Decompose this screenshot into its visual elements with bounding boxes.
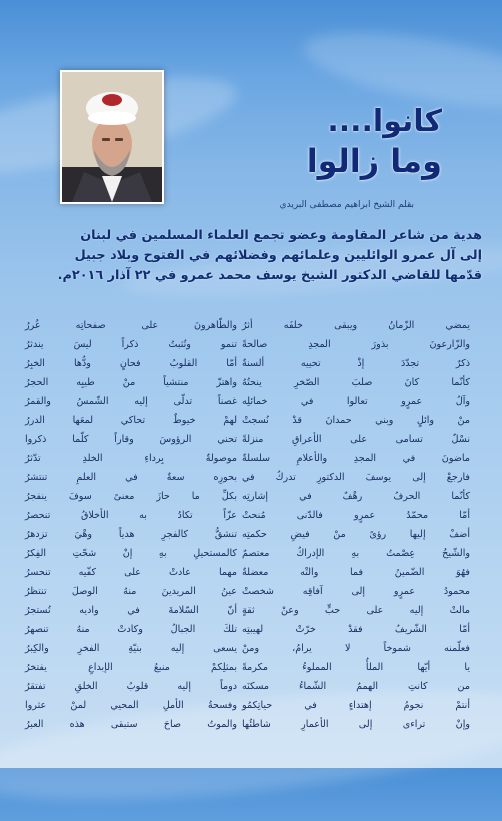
verse-line: فعلّمنه شموخاً لا يرامُ، ومنْ: [242, 643, 470, 654]
verse-line: كأنّما الحرفُ رهْفٌ في إشارتِه: [242, 491, 470, 502]
verse-line: بمثلِكمْ منبعُ الإبداعِ يفتخرُ: [25, 662, 237, 673]
verse-line: عينُ المريدينَ منهُ الوصلَ تنتظرُ: [25, 586, 237, 597]
verse-line: محمودُ عمرٍو إلى آفاقِه شخصتْ: [242, 586, 470, 597]
verse-line: مهما عادتْ على كفّيه تنحسرُ: [25, 567, 237, 578]
verse-line: وفسحةُ الأملِ المحيي لمنْ عثروا: [25, 700, 237, 711]
verse-line: بكلِّ ما حازَ معنىً سوفَ ينفجرُ: [25, 491, 237, 502]
verse-line: والزّارعونَ بذورَ المجدِ صالحةً: [242, 339, 470, 350]
verse-line: غصناً تدلّى إليه الشّمسُ والقمرُ: [25, 396, 237, 407]
verse-line: فارجعْ إلى يوسفَ الدكتورِ تدركُ في: [242, 472, 470, 483]
verse-line: كالمستحيلِ بهِ إنْ شحّتِ الفِكرُ: [25, 548, 237, 559]
verse-line: نسْلٌ تسامى على الأعراقِ منزلةً: [242, 434, 470, 445]
dedication-line: قدّمها للقاضي الدكتور الشيخ يوسف محمد عمرو في ٢٢ آذار ٢٠١٦م.: [57, 268, 482, 283]
verse-line: وإنْ تراءى إلى الأعمارِ شاطئُها: [242, 719, 470, 730]
verse-line: كأنّما كانَ صلبَ الصّخرِ ينحتُهُ: [242, 377, 470, 388]
verse-line: عزّاً تكادُ به الأخلاقُ تنحصرُ: [25, 510, 237, 521]
author-byline: بقلم الشيخ ابراهيم مصطفى البريدي: [279, 200, 414, 210]
verse-line: يا أيّها الملأُ المملوءُ مكرمةً: [242, 662, 470, 673]
poem-first-hemistichs: [242, 316, 470, 734]
verse-line: موصولةٌ بِرداءِ الخلدِ تدّثرُ: [25, 453, 237, 464]
verse-line: تلكَ الجبالُ وكادتْ منهُ تنصهرُ: [25, 624, 237, 635]
verse-line: والموتُ صاحَ ستبقى هذه العبرُ: [25, 719, 237, 730]
verse-line: لهمْ خيوطٌ تحاكي لمعَها الدررُ: [25, 415, 237, 426]
verse-line: والشّيخُ عِصْمتُ بهِ الإدراكُ معتصمٌ: [242, 548, 470, 559]
verse-line: أمّا محمّدُ عمرٍو فالدّنى مُنحتْ: [242, 510, 470, 521]
verse-line: أمّا الشّريفُ فقدْ خرّتْ لهيبتِه: [242, 624, 470, 635]
verse-line: ذكرٌ تجدّدَ إذْ تحييه ألسنةٌ: [242, 358, 470, 369]
verse-line: بحورِه سعةٌ في العلمِ تنتشرُ: [25, 472, 237, 483]
verse-line: منْ وائلٍ وبني حمدانَ قدْ نُسجتْ: [242, 415, 470, 426]
verse-line: أمّا القلوبُ فحانٍ ودُّها الخبِرُ: [25, 358, 237, 369]
verse-line: فهُوَ الضّمينُ فما والتْه معضلةٌ: [242, 567, 470, 578]
verse-line: تنشقُّ كالفجرِ هدياً وهْيَ تزدهرُ: [25, 529, 237, 540]
verse-line: وآلُ عمرٍو تعالوا في خمائلِه: [242, 396, 470, 407]
verse-line: تنمو وتُثبتُ ذكراً ليسَ يندثرُ: [25, 339, 237, 350]
dedication-line: هدية من شاعر المقاومة وعضو تجمع العلماء المسلمين في لبنان: [80, 228, 482, 243]
author-portrait: [60, 70, 164, 204]
verse-line: أنّ السّلامةَ في واديه تُستجرُ: [25, 605, 237, 616]
verse-line: ماضونَ في المجدِ والأعلامِ سلسلةٌ: [242, 453, 470, 464]
verse-line: والطّاهرونَ على صفحاتِه غُررُ: [25, 320, 237, 331]
verse-line: أنتمْ نجومُ إهتداءٍ في حياتِكمُو: [242, 700, 470, 711]
verse-line: تحني الرؤوسَ وقاراً كلّما ذكروا: [25, 434, 237, 445]
verse-line: من كانتِ الهممُ الشّماءُ مسكنَه: [242, 681, 470, 692]
dedication-paragraph: [18, 226, 482, 286]
title-line-2: وما زالوا: [306, 142, 442, 180]
verse-line: مالتْ إليه على حبٍّ وعنْ ثقةٍ: [242, 605, 470, 616]
verse-line: يمضي الزّمانُ ويبقى خلفَه أثرُ: [242, 320, 470, 331]
poem-second-hemistichs: [25, 316, 237, 734]
verse-line: أضفْ إليها رؤىً منْ فيضِ حكمتِه: [242, 529, 470, 540]
verse-line: دوماً إليه قلوبُ الخلقِ تفتقرُ: [25, 681, 237, 692]
verse-line: واهتزّ منتشياً منْ طيبِه الحجرُ: [25, 377, 237, 388]
dedication-line: إلى آل عمرو الوائليين وعلمائهم وفضلائهم في الفتوح وبلاد جبيل: [74, 248, 482, 263]
title-line-1: كانوا....: [327, 104, 442, 139]
verse-line: يسعى إليه بنيّةِ الفخرِ والكِبرُ: [25, 643, 237, 654]
